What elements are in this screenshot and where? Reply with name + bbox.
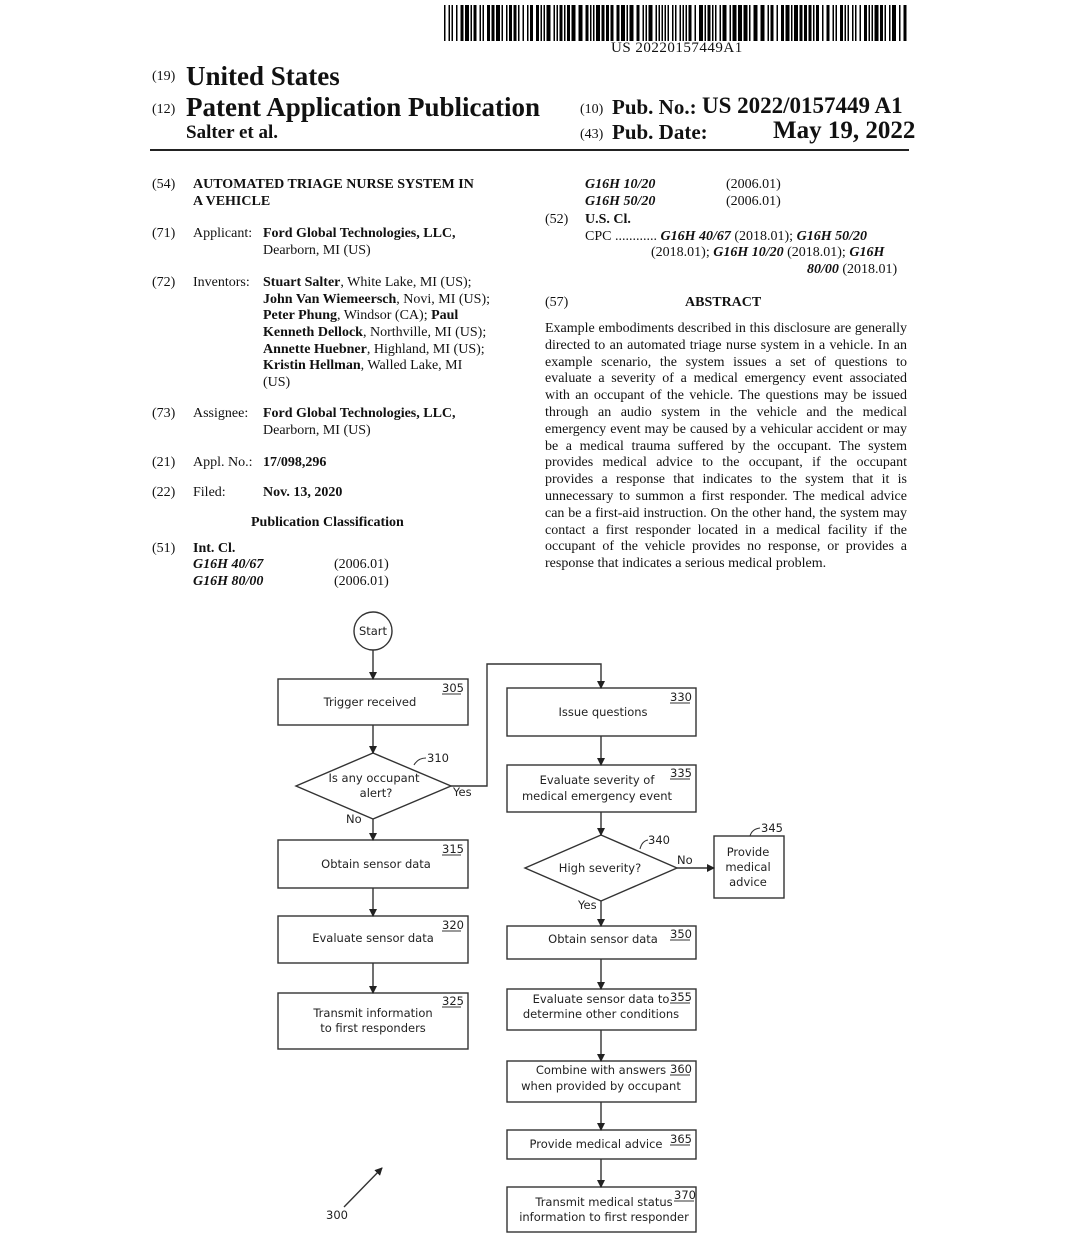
node-325-label-2: to first responders	[320, 1021, 426, 1035]
code-19: (19)	[152, 69, 176, 84]
ref-345: 345	[761, 821, 783, 835]
fig-ref: 300	[326, 1208, 348, 1222]
int-cl-code: G16H 40/67	[193, 557, 264, 572]
flowchart	[0, 600, 1074, 1253]
ref-335: 335	[670, 766, 692, 780]
code-10: (10)	[580, 102, 604, 117]
int-cl-year: (2006.01)	[726, 177, 781, 192]
node-345-label-3: advice	[729, 875, 767, 889]
inventor-6-country: (US)	[263, 375, 291, 390]
node-365-label: Provide medical advice	[529, 1137, 663, 1151]
no-340: No	[677, 853, 693, 867]
node-370-label-2: information to first responder	[519, 1210, 689, 1224]
no-310: No	[346, 812, 362, 826]
inventor-3: Peter Phung, Windsor (CA); Paul	[263, 308, 459, 323]
fig-ref-arrow	[344, 1168, 382, 1207]
start-label: Start	[358, 624, 388, 638]
code-71: (71)	[152, 226, 176, 241]
abstract-text: Example embodiments described in this disclosure are generally directed to an automated triage nurse system in a vehicle. In an example scenario, the system issues a set of questions to evaluate a severity of a medical emergency event associated with an occupant of the vehicle. The questions may be issued through an audio system in the vehicle and the medical emergency event may be caused by a vehicular accident or may be a medical trauma suffered by the occupant. The system provides medical advice to the occupant, if the occupant provides a response that indicates to the system that it is unnecessary to summon a first responder. The medical advice can be a first-aid instruction. On the other hand, the system may contact a first responder located in a medical facility if the occupant of the vehicle provides no response, or provides a response that indicates a serious medical problem.	[545, 321, 907, 572]
node-355-label-1: Evaluate sensor data to	[532, 992, 670, 1006]
assignee-city: Dearborn, MI (US)	[263, 423, 371, 438]
inventor-1: Stuart Salter, White Lake, MI (US);	[263, 275, 472, 290]
leader-345	[750, 828, 760, 836]
leader-310	[414, 758, 426, 765]
code-57: (57)	[545, 295, 569, 310]
node-315-label: Obtain sensor data	[321, 857, 431, 871]
authors: Salter et al.	[186, 122, 278, 143]
node-325-label-1: Transmit information	[313, 1006, 433, 1020]
node-370-label-1: Transmit medical status	[535, 1195, 673, 1209]
ref-315: 315	[442, 842, 464, 856]
assignee-label: Assignee:	[193, 406, 249, 421]
leader-340	[640, 840, 648, 849]
ref-350: 350	[670, 927, 692, 941]
ref-360: 360	[670, 1062, 692, 1076]
node-320-label: Evaluate sensor data	[312, 931, 434, 945]
int-cl-code: G16H 10/20	[585, 177, 656, 192]
cpc-line-1: CPC ............ G16H 40/67 (2018.01); G16H 50/20	[585, 229, 867, 244]
int-cl-year: (2006.01)	[334, 557, 389, 572]
applicant-name: Ford Global Technologies, LLC,	[263, 226, 456, 241]
node-330-label: Issue questions	[558, 705, 648, 719]
code-43: (43)	[580, 127, 604, 142]
applicant-city: Dearborn, MI (US)	[263, 243, 371, 258]
ref-325: 325	[442, 994, 464, 1008]
code-12: (12)	[152, 102, 176, 117]
code-22: (22)	[152, 485, 176, 500]
header-divider	[150, 149, 909, 151]
inventor-4: Kenneth Dellock, Northville, MI (US);	[263, 325, 487, 340]
code-52: (52)	[545, 212, 569, 227]
appl-label: Appl. No.:	[193, 455, 253, 470]
country: United States	[186, 61, 340, 91]
appl-value: 17/098,296	[263, 455, 327, 470]
pub-class-heading: Publication Classification	[251, 515, 404, 530]
node-360-label-2: when provided by occupant	[521, 1079, 681, 1093]
assignee-name: Ford Global Technologies, LLC,	[263, 406, 456, 421]
yes-310: Yes	[453, 785, 472, 799]
code-72: (72)	[152, 275, 176, 290]
pub-no-value: US 2022/0157449 A1	[702, 93, 903, 118]
int-cl-label: Int. Cl.	[193, 541, 236, 556]
inventors-label: Inventors:	[193, 275, 250, 290]
inventor-5: Annette Huebner, Highland, MI (US);	[263, 342, 485, 357]
ref-320: 320	[442, 918, 464, 932]
ref-355: 355	[670, 990, 692, 1004]
int-cl-year: (2006.01)	[726, 194, 781, 209]
ref-340: 340	[648, 833, 670, 847]
barcode-number: US 20220157449A1	[611, 40, 743, 56]
filed-value: Nov. 13, 2020	[263, 485, 343, 500]
code-21: (21)	[152, 455, 176, 470]
inventor-2: John Van Wiemeersch, Novi, MI (US);	[263, 292, 491, 307]
ref-305: 305	[442, 681, 464, 695]
publication-type: Patent Application Publication	[186, 92, 541, 122]
node-345-label-2: medical	[725, 860, 771, 874]
int-cl-year: (2006.01)	[334, 574, 389, 589]
code-54: (54)	[152, 177, 176, 192]
node-355-label-2: determine other conditions	[522, 1007, 680, 1021]
ref-330: 330	[670, 690, 692, 704]
cpc-line-2: (2018.01); G16H 10/20 (2018.01); G16H	[651, 245, 885, 260]
barcode	[444, 5, 907, 41]
node-310-label-1: Is any occupant	[328, 771, 420, 785]
node-350-label: Obtain sensor data	[548, 932, 658, 946]
node-360-label-1: Combine with answers	[535, 1063, 667, 1077]
int-cl-code: G16H 80/00	[193, 574, 264, 589]
applicant-label: Applicant:	[193, 226, 253, 241]
us-cl-label: U.S. Cl.	[585, 212, 631, 227]
int-cl-code: G16H 50/20	[585, 194, 656, 209]
node-305-label: Trigger received	[323, 695, 417, 709]
arrow-310-330	[451, 664, 601, 786]
node-345-label-1: Provide	[726, 845, 770, 859]
pub-date-label: Pub. Date:	[612, 120, 708, 144]
pub-no-label: Pub. No.:	[612, 95, 697, 119]
ref-310: 310	[427, 751, 449, 765]
node-335-label-2: medical emergency event	[521, 789, 673, 803]
title-line-1: AUTOMATED TRIAGE NURSE SYSTEM IN	[193, 177, 474, 192]
inventor-6: Kristin Hellman, Walled Lake, MI	[263, 358, 463, 373]
yes-340: Yes	[578, 898, 597, 912]
pub-date-value: May 19, 2022	[773, 117, 916, 144]
ref-365: 365	[670, 1132, 692, 1146]
cpc-line-3: 80/00 (2018.01)	[807, 262, 898, 277]
filed-label: Filed:	[193, 485, 226, 500]
ref-370: 370	[674, 1188, 696, 1202]
node-310-label-2: alert?	[359, 786, 393, 800]
abstract-heading: ABSTRACT	[685, 295, 762, 310]
code-73: (73)	[152, 406, 176, 421]
code-51: (51)	[152, 541, 176, 556]
node-340-label: High severity?	[558, 861, 642, 875]
title-line-2: A VEHICLE	[193, 194, 271, 209]
node-335-label-1: Evaluate severity of	[539, 773, 655, 787]
